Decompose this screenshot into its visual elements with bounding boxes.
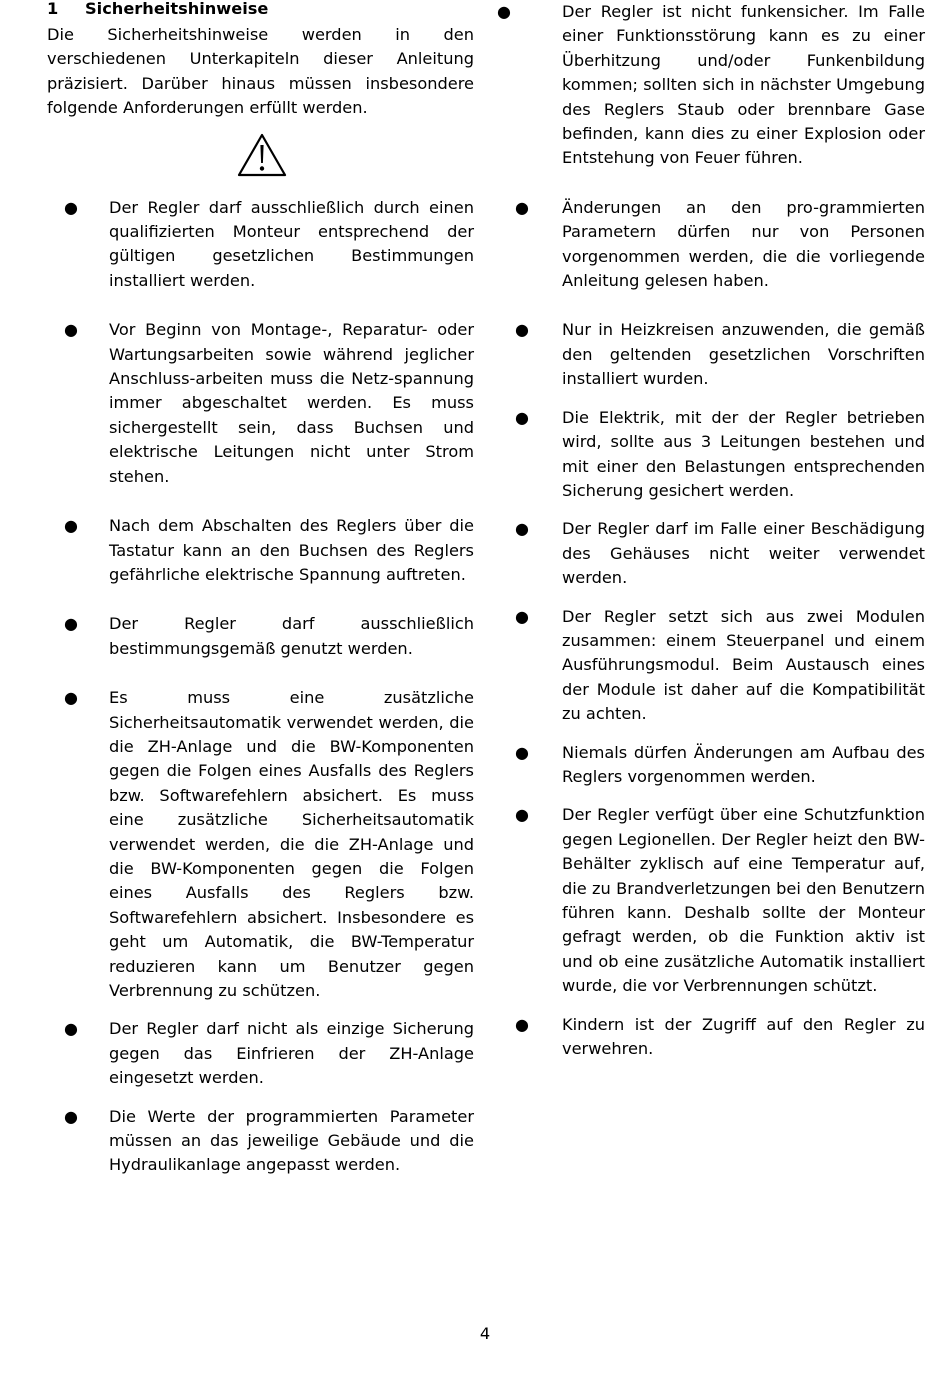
bullet-item [47,196,474,294]
section-number: 1 [47,0,59,18]
bullet-item [497,318,925,391]
bullet-item [47,1105,474,1178]
warning-triangle-icon [237,133,287,178]
bullet-text: Der Regler darf ausschließlich bestimmungsgemäß genutzt werden. [109,614,474,658]
left-safety-list [47,196,474,1178]
bullet-text: Der Regler ist nicht funkensicher. Im Falle einer Funktionsstörung kann es zu einer Überhitzung und/oder Funkenbildung kommen; sollten sich in nächster Umgebung des Reglers Staub oder brennbare Gase befinden, kann dies zu einer Explosion oder Entstehung von Feuer führen. [562,2,925,168]
bullet-item [47,686,474,1003]
section-heading [47,0,474,20]
bullet-text: Der Regler darf ausschließlich durch einen qualifizierten Monteur entsprechend der gültigen gesetzlichen Bestimmungen installiert werden. [109,197,474,290]
bullet-dot-icon: ● [515,1014,529,1034]
section-title: Sicherheitshinweise [85,0,269,18]
bullet-item [497,0,925,171]
bullet-dot-icon: ● [515,407,529,427]
page-number: 4 [479,1324,491,1343]
bullet-item [47,1017,474,1090]
section-intro: Die Sicherheitshinweise werden in den verschiedenen Unterkapiteln dieser Anleitung präzisiert. Darüber hinaus müssen insbesondere folgende Anforderungen erfüllt werden. [47,25,474,118]
bullet-dot-icon: ● [515,805,529,825]
bullet-item [497,605,925,727]
bullet-dot-icon: ● [515,519,529,539]
bullet-dot-icon: ● [515,606,529,626]
bullet-text: Nur in Heizkreisen anzuwenden, die gemäß den geltenden gesetzlichen Vorschriften installiert wurden. [562,320,925,389]
bullet-text: Der Regler darf im Falle einer Beschädigung des Gehäuses nicht weiter verwendet werden. [562,519,925,588]
bullet-text: Vor Beginn von Montage-, Reparatur- oder Wartungsarbeiten sowie während jeglicher Anschluss-arbeiten muss die Netz-spannung immer abgeschaltet werden. Es muss sichergestellt sein, dass Buchsen und elektrische Leitungen nicht unter Strom stehen. [109,320,474,486]
bullet-dot-icon: ● [64,688,78,708]
bullet-text: Kindern ist der Zugriff auf den Regler zu verwehren. [562,1014,925,1059]
bullet-dot-icon: ● [515,742,529,762]
bullet-text: Die Werte der programmierten Parameter müssen an das jeweilige Gebäude und die Hydraulikanlage angepasst werden. [109,1106,474,1175]
bullet-dot-icon: ● [64,1019,78,1039]
bullet-item [47,318,474,489]
bullet-text: Der Regler setzt sich aus zwei Modulen zusammen: einem Steuerpanel und einem Ausführungsmodul. Beim Austausch eines der Module ist daher auf die Kompatibilität zu achten. [562,606,925,724]
bullet-dot-icon: ● [64,320,78,340]
bullet-item [497,803,925,998]
bullet-dot-icon: ● [64,197,78,217]
bullet-text: Der Regler verfügt über eine Schutzfunktion gegen Legionellen. Der Regler heizt den BW-Behälter zyklisch auf eine Temperatur auf, die zu Brandverletzungen bei den Benutzern führen kann. Deshalb sollte der Monteur gefragt werden, ob die Funktion aktiv ist und ob eine zusätzliche Automatik installiert wurde, die vor Verbrennungen schützt. [562,805,925,996]
bullet-item [47,514,474,587]
bullet-item [47,612,474,661]
bullet-dot-icon: ● [64,516,78,536]
bullet-item [497,196,925,294]
right-column [497,0,925,1061]
bullet-text: Nach dem Abschalten des Reglers über die Tastatur kann an den Buchsen des Reglers gefährliche elektrische Spannung auftreten. [109,516,474,584]
bullet-item [497,517,925,590]
bullet-dot-icon: ● [497,2,511,21]
bullet-text: Änderungen an den pro-grammierten Parametern dürfen nur von Personen vorgenommen werden, die die vorliegende Anleitung gelesen haben. [562,197,925,291]
bullet-dot-icon: ● [515,197,529,217]
bullet-item [497,741,925,790]
bullet-item [497,1013,925,1062]
bullet-dot-icon: ● [64,614,78,634]
left-column [47,0,474,1178]
bullet-text: Der Regler darf nicht als einzige Sicherung gegen das Einfrieren der ZH-Anlage eingesetzt werden. [109,1019,474,1088]
bullet-text: Niemals dürfen Änderungen am Aufbau des Reglers vorgenommen werden. [562,742,925,786]
bullet-text: Es muss eine zusätzliche Sicherheitsautomatik verwendet werden, die die ZH-Anlage und die BW-Komponenten gegen die Folgen eines Ausfalls des Reglers bzw. Softwarefehlern absichert. Es muss eine zusätzliche Sicherheitsautomatik verwendet werden, die die ZH-Anlage und die BW-Komponenten gegen die Folgen eines Ausfalls des Reglers bzw. Softwarefehlern absichert. Insbesondere es geht um Automatik, die BW-Temperatur reduzieren kann um Benutzer gegen Verbrennung zu schützen. [109,688,474,1000]
bullet-text: Die Elektrik, mit der der Regler betrieben wird, sollte aus 3 Leitungen bestehen und mit einer den Belastungen entsprechenden Sicherung gesichert werden. [562,407,925,500]
right-safety-list [497,0,925,1061]
bullet-item [497,406,925,504]
bullet-dot-icon: ● [515,320,529,340]
bullet-dot-icon: ● [64,1106,78,1126]
